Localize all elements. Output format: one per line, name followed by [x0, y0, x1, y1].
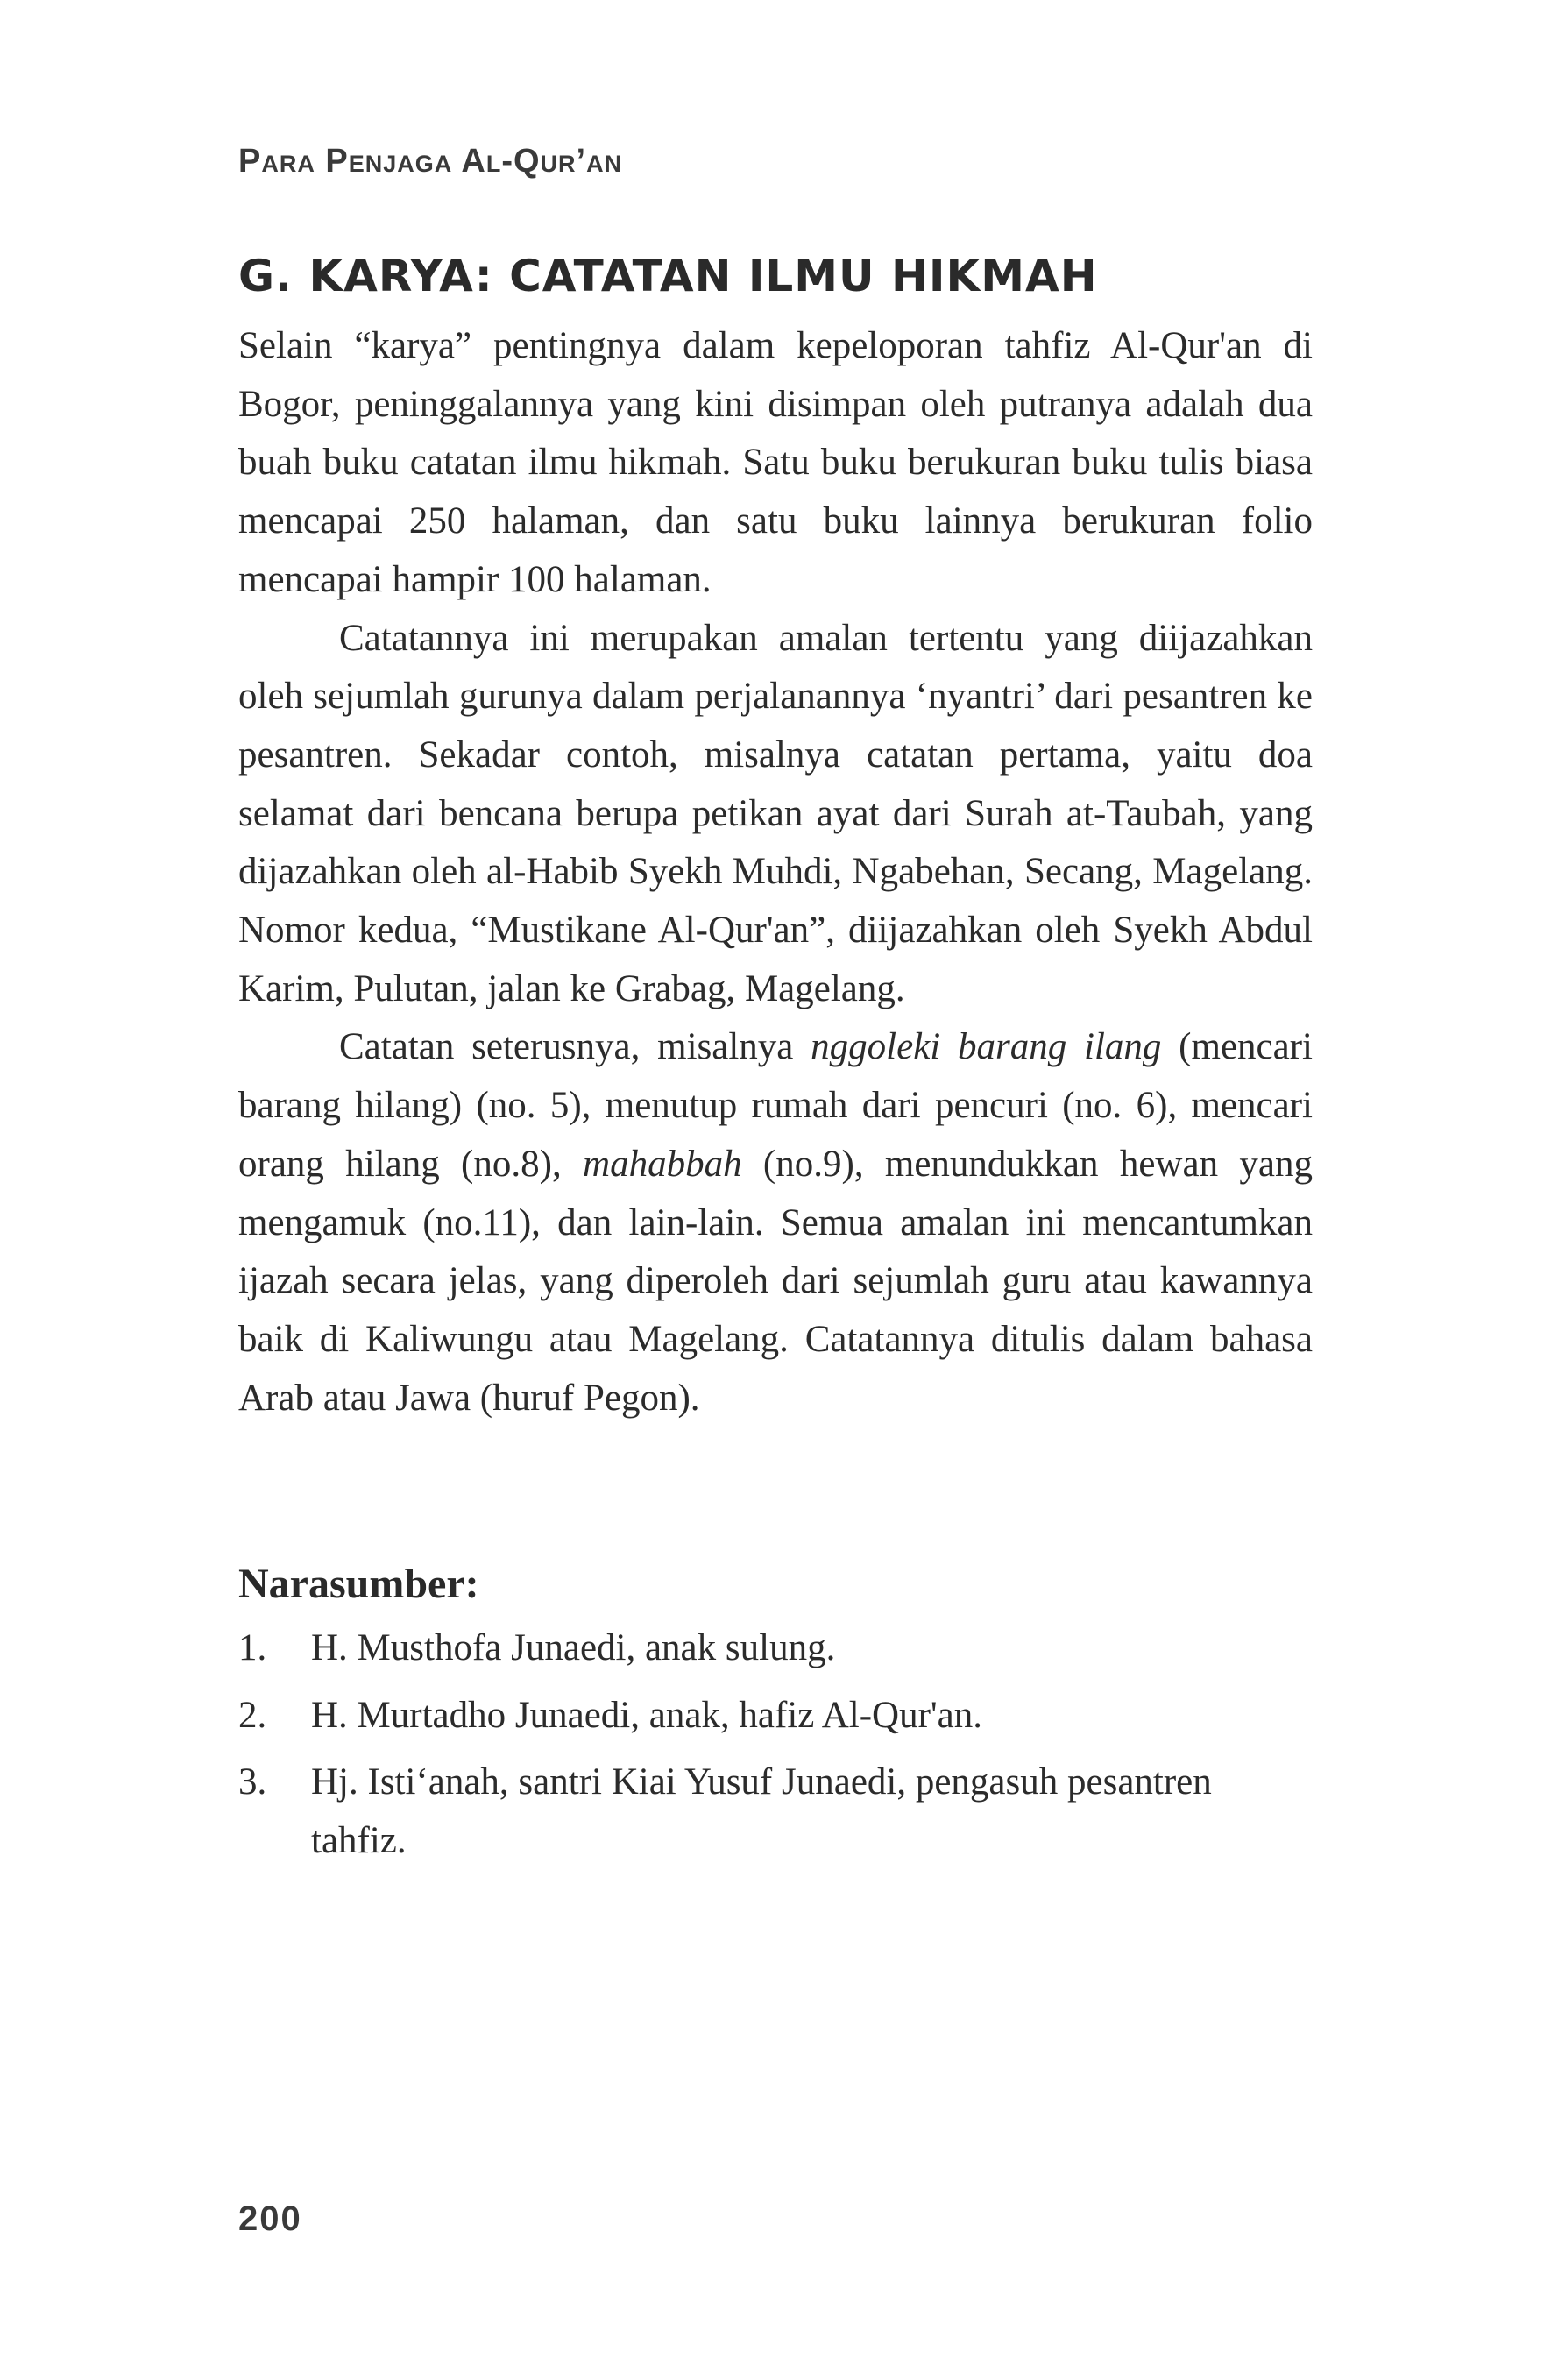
list-item — [238, 1753, 1313, 1870]
list-item-number: 2. — [238, 1694, 267, 1736]
list-item-number: 1. — [238, 1627, 267, 1668]
list-item-text: H. Murtadho Junaedi, anak, hafiz Al-Qur'an. — [311, 1694, 983, 1736]
paragraph-3-text-b: (mencari barang hilang) (no. 5), menutup rumah dari pencuri (no. 6), mencari orang hilang (no.8), — [238, 1026, 1313, 1185]
italic-term-mahabbah: mahabbah — [583, 1143, 742, 1185]
body-text — [238, 317, 1313, 1427]
list-item-text: Hj. Isti‘anah, santri Kiai Yusuf Junaedi, pengasuh pesantren tahfiz. — [311, 1761, 1212, 1862]
list-item — [238, 1687, 1313, 1746]
book-page — [238, 0, 1313, 2380]
paragraph-3 — [238, 1018, 1313, 1427]
italic-term-nggoleki: nggoleki barang ilang — [811, 1026, 1162, 1068]
running-header: Para Penjaga Al-Qur’an — [238, 143, 623, 180]
list-item-text: H. Musthofa Junaedi, anak sulung. — [311, 1627, 836, 1668]
sources-heading: Narasumber: — [238, 1561, 479, 1607]
sources-list — [238, 1619, 1313, 1880]
paragraph-1: Selain “karya” pentingnya dalam kepeloporan tahfiz Al-Qur'an di Bogor, peninggalannya yang kini disimpan oleh putranya adalah dua buah buku catatan ilmu hikmah. Satu buku berukuran buku tulis biasa mencapai 250 halaman, dan satu buku lainnya berukuran folio mencapai hampir 100 halaman. — [238, 325, 1313, 600]
list-item-number: 3. — [238, 1761, 267, 1803]
paragraph-2: Catatannya ini merupakan amalan tertentu yang diijazahkan oleh sejumlah gurunya dalam perjalanannya ‘nyantri’ dari pesantren ke pesantren. Sekadar contoh, misalnya catatan pertama, yaitu doa selamat dari bencana berupa petikan ayat dari Surah at-Taubah, yang dijazahkan oleh al-Habib Syekh Muhdi, Ngabehan, Secang, Magelang. Nomor kedua, “Mustikane Al-Qur'an”, diijazahkan oleh Syekh Abdul Karim, Pulutan, jalan ke Grabag, Magelang. — [238, 617, 1313, 1009]
section-title: G. KARYA: CATATAN ILMU HIKMAH — [238, 251, 1098, 301]
list-item — [238, 1619, 1313, 1678]
page-number: 200 — [238, 2199, 302, 2238]
paragraph-3-text-a: Catatan seterusnya, misalnya — [339, 1026, 811, 1068]
paragraph-3-text-c: (no.9), menundukkan hewan yang mengamuk (no.11), dan lain-lain. Semua amalan ini mencantumkan ijazah secara jelas, yang diperoleh dari sejumlah guru atau kawannya baik di Kaliwungu atau Magelang. Catatannya ditulis dalam bahasa Arab atau Jawa (huruf Pegon). — [238, 1143, 1313, 1419]
